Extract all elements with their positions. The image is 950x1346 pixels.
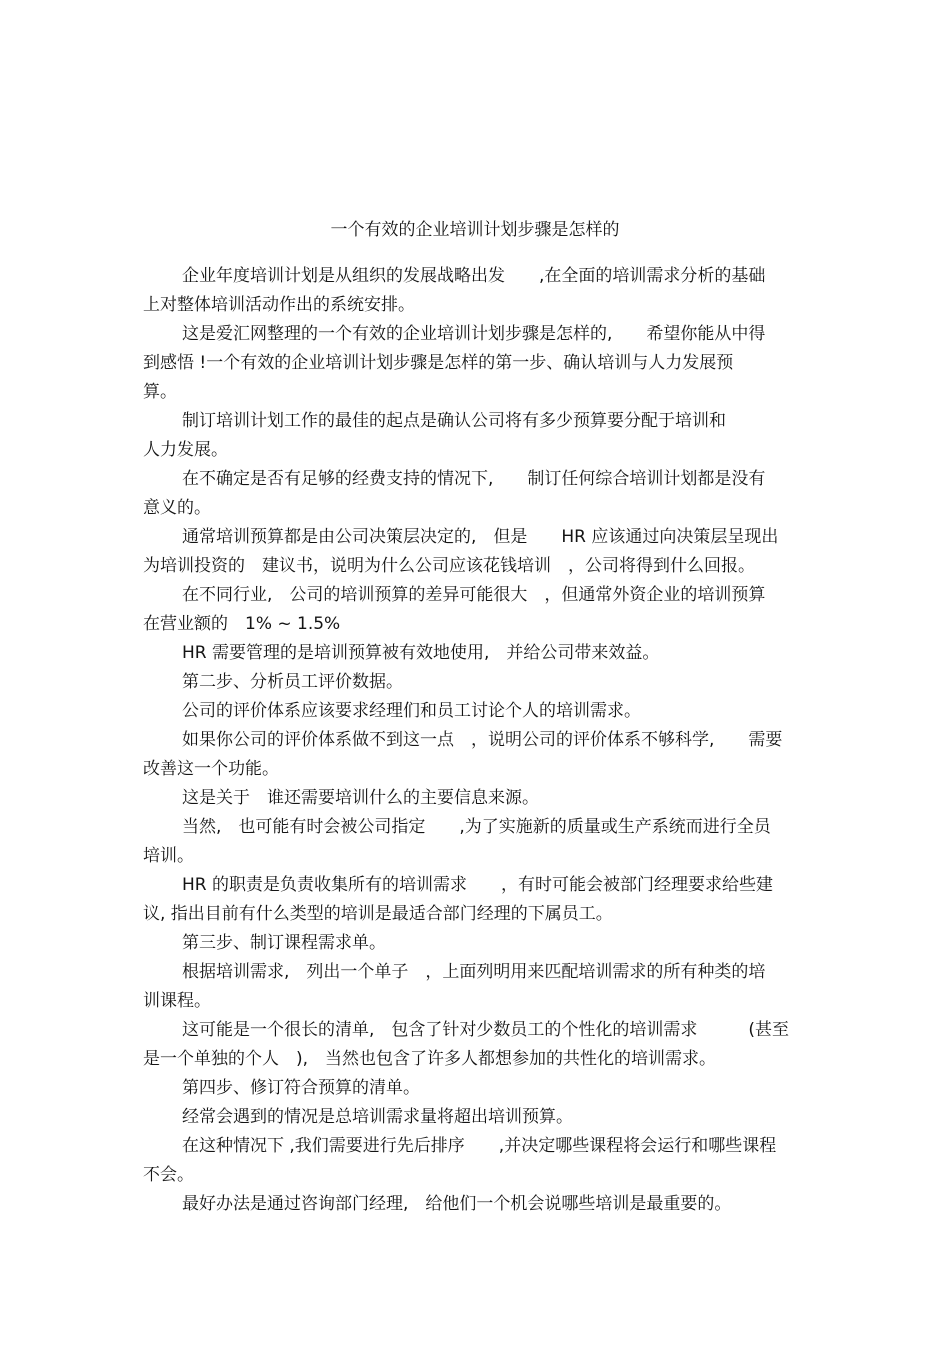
document-title: 一个有效的企业培训计划步骤是怎样的: [330, 220, 620, 240]
paragraph: [143, 1190, 809, 1219]
paragraph-line: 训课程。: [143, 991, 211, 1011]
paragraph: [143, 262, 809, 320]
paragraph: [143, 726, 809, 784]
paragraph-line: 第三步、制订课程需求单。: [182, 933, 386, 953]
paragraph: [143, 581, 809, 639]
paragraph-line: 这是爱汇网整理的一个有效的企业培训计划步骤是怎样的, 希望你能从中得: [182, 324, 766, 344]
paragraph-line: 如果你公司的评价体系做不到这一点 ，说明公司的评价体系不够科学, 需要: [182, 730, 783, 750]
paragraph-line: 不会。: [143, 1165, 194, 1185]
paragraph-line: 议, 指出目前有什么类型的培训是最适合部门经理的下属员工。: [143, 904, 613, 924]
paragraph: [143, 639, 809, 668]
paragraph: [143, 1016, 809, 1074]
paragraph: [143, 1103, 809, 1132]
paragraph: [143, 871, 809, 929]
paragraph-line: 意义的。: [143, 498, 211, 518]
paragraph-line: 在不确定是否有足够的经费支持的情况下, 制订任何综合培训计划都是没有: [182, 469, 766, 489]
paragraph-line: 上对整体培训活动作出的系统安排。: [143, 295, 415, 315]
paragraph-line: 根据培训需求, 列出一个单子 ，上面列明用来匹配培训需求的所有种类的培: [182, 962, 766, 982]
paragraph: [143, 784, 809, 813]
paragraph-line: 最好办法是通过咨询部门经理, 给他们一个机会说哪些培训是最重要的。: [182, 1194, 732, 1214]
paragraph-line: 改善这一个功能。: [143, 759, 279, 779]
paragraph-line: 这可能是一个很长的清单, 包含了针对少数员工的个性化的培训需求 (甚至: [182, 1020, 790, 1040]
paragraph-line: 制订培训计划工作的最佳的起点是确认公司将有多少预算要分配于培训和: [182, 411, 726, 431]
paragraph-line: 算。: [143, 382, 177, 402]
paragraph: [143, 1074, 809, 1103]
paragraph: [143, 958, 809, 1016]
paragraph-line: 人力发展。: [143, 440, 228, 460]
paragraph-line: 是一个单独的个人 ), 当然也包含了许多人都想参加的共性化的培训需求。: [143, 1049, 717, 1069]
document-body: [143, 262, 809, 1219]
paragraph-line: 为培训投资的 建议书，说明为什么公司应该花钱培训 ，公司将得到什么回报。: [143, 556, 755, 576]
paragraph: [143, 320, 809, 407]
paragraph: [143, 697, 809, 726]
paragraph-line: 经常会遇到的情况是总培训需求量将超出培训预算。: [182, 1107, 573, 1127]
paragraph-line: 在营业额的 1% ~ 1.5%: [143, 614, 341, 634]
paragraph-line: 通常培训预算都是由公司决策层决定的, 但是 HR 应该通过向决策层呈现出: [182, 527, 779, 547]
paragraph: [143, 407, 809, 465]
paragraph: [143, 813, 809, 871]
paragraph-line: 培训。: [143, 846, 194, 866]
paragraph: [143, 523, 809, 581]
paragraph: [143, 929, 809, 958]
paragraph-line: 公司的评价体系应该要求经理们和员工讨论个人的培训需求。: [182, 701, 641, 721]
paragraph: [143, 465, 809, 523]
paragraph-line: HR 的职责是负责收集所有的培训需求 ，有时可能会被部门经理要求给些建: [182, 875, 773, 895]
paragraph-line: 到感悟 !一个有效的企业培训计划步骤是怎样的第一步、确认培训与人力发展预: [143, 353, 734, 373]
paragraph-line: 在这种情况下 ,我们需要进行先后排序 ,并决定哪些课程将会运行和哪些课程: [182, 1136, 777, 1156]
paragraph-line: 在不同行业, 公司的培训预算的差异可能很大 ，但通常外资企业的培训预算: [182, 585, 766, 605]
paragraph-line: HR 需要管理的是培训预算被有效地使用, 并给公司带来效益。: [182, 643, 660, 663]
paragraph-line: 第二步、分析员工评价数据。: [182, 672, 403, 692]
paragraph-line: 当然, 也可能有时会被公司指定 ,为了实施新的质量或生产系统而进行全员: [182, 817, 771, 837]
paragraph: [143, 668, 809, 697]
paragraph-line: 企业年度培训计划是从组织的发展战略出发 ,在全面的培训需求分析的基础: [182, 266, 766, 286]
paragraph-line: 这是关于 谁还需要培训什么的主要信息来源。: [182, 788, 539, 808]
paragraph-line: 第四步、修订符合预算的清单。: [182, 1078, 420, 1098]
paragraph: [143, 1132, 809, 1190]
